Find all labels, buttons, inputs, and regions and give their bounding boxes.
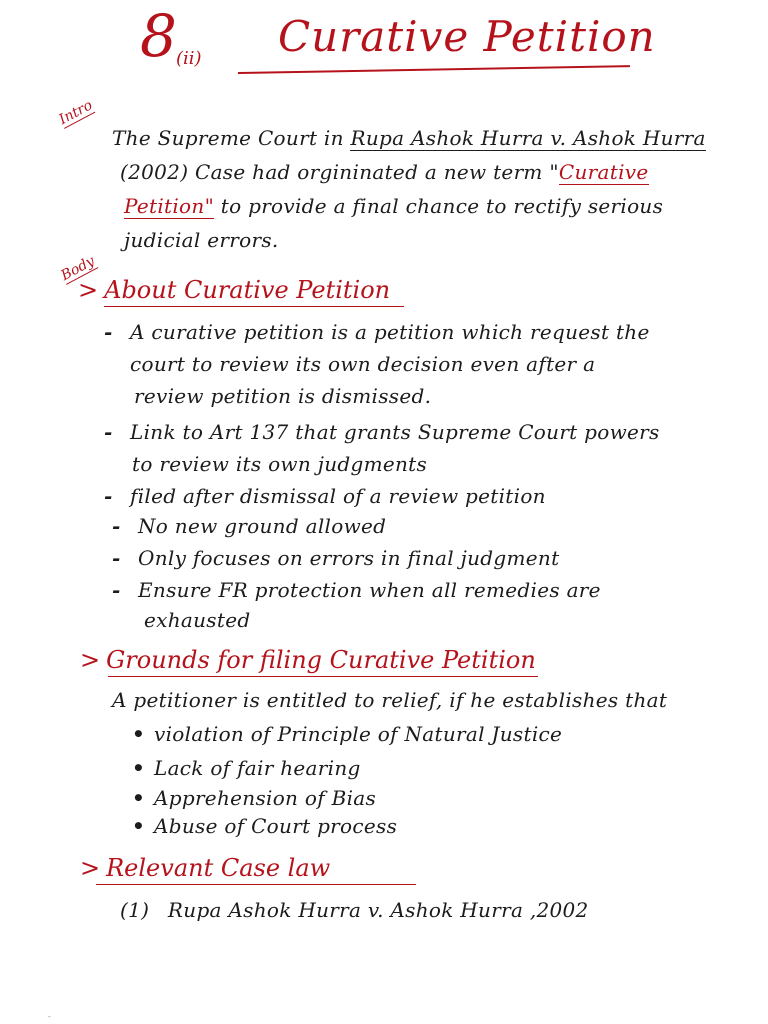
grounds-point-3: • Apprehension of Bias	[132, 786, 377, 810]
case-law-heading-rule	[96, 884, 416, 885]
arrow-icon: >	[80, 646, 101, 674]
about-point-1-cont-2: review petition is dismissed.	[134, 384, 432, 408]
case-law-heading: > Relevant Case law	[80, 854, 331, 882]
margin-label-body: Body	[58, 253, 98, 284]
grounds-intro: A petitioner is entitled to relief, if he establishes that	[112, 688, 668, 712]
page-title: Curative Petition	[278, 12, 656, 61]
dot-bullet-icon: •	[132, 722, 146, 746]
grounds-point-4: • Abuse of Court process	[132, 814, 398, 838]
dot-bullet-icon: •	[132, 814, 146, 838]
intro-term-part1: Curative	[558, 160, 649, 184]
about-point-3: - filed after dismissal of a review petition	[104, 484, 546, 508]
dot-bullet-icon: •	[132, 786, 146, 810]
case-law-item-1: (1) Rupa Ashok Hurra v. Ashok Hurra ,2002	[120, 898, 589, 922]
about-point-1: - A curative petition is a petition which request the	[104, 320, 650, 344]
arrow-icon: >	[78, 276, 99, 304]
about-point-2: - Link to Art 137 that grants Supreme Court powers	[104, 420, 660, 444]
dash-bullet-icon: -	[104, 420, 113, 444]
title-number: 8	[140, 2, 177, 70]
dash-bullet-icon: -	[104, 484, 113, 508]
title-underline	[238, 65, 630, 74]
margin-label-intro: Intro	[56, 97, 96, 128]
dash-bullet-icon: -	[104, 320, 113, 344]
about-point-6-cont-1: exhausted	[144, 608, 251, 632]
intro-term-part2: Petition"	[124, 194, 215, 218]
about-point-6: - Ensure FR protection when all remedies are	[112, 578, 601, 602]
intro-line-4: judicial errors.	[124, 228, 279, 252]
intro-line-3: Petition" to provide a final chance to rectify serious	[124, 194, 664, 218]
grounds-heading-rule	[108, 676, 538, 677]
about-point-2-cont-1: to review its own judgments	[132, 452, 428, 476]
arrow-icon: >	[80, 854, 101, 882]
intro-case-name: Rupa Ashok Hurra v. Ashok Hurra	[350, 126, 706, 150]
about-point-4: - No new ground allowed	[112, 514, 387, 538]
title-subnumber: (ii)	[176, 48, 202, 69]
bottom-mark: -	[48, 1012, 51, 1021]
grounds-point-2: • Lack of fair hearing	[132, 756, 361, 780]
intro-line-1: The Supreme Court in Rupa Ashok Hurra v. Ashok Hurra	[112, 126, 706, 150]
dash-bullet-icon: -	[112, 514, 121, 538]
about-point-1-cont-1: court to review its own decision even after a	[130, 352, 596, 376]
grounds-heading: > Grounds for filing Curative Petition	[80, 646, 536, 674]
about-heading: > About Curative Petition	[78, 276, 391, 304]
dot-bullet-icon: •	[132, 756, 146, 780]
dash-bullet-icon: -	[112, 546, 121, 570]
about-point-5: - Only focuses on errors in final judgment	[112, 546, 560, 570]
dash-bullet-icon: -	[112, 578, 121, 602]
about-heading-rule	[104, 306, 404, 307]
grounds-point-1: • violation of Principle of Natural Justice	[132, 722, 563, 746]
intro-line-2: (2002) Case had orgininated a new term "Curative	[120, 160, 649, 184]
